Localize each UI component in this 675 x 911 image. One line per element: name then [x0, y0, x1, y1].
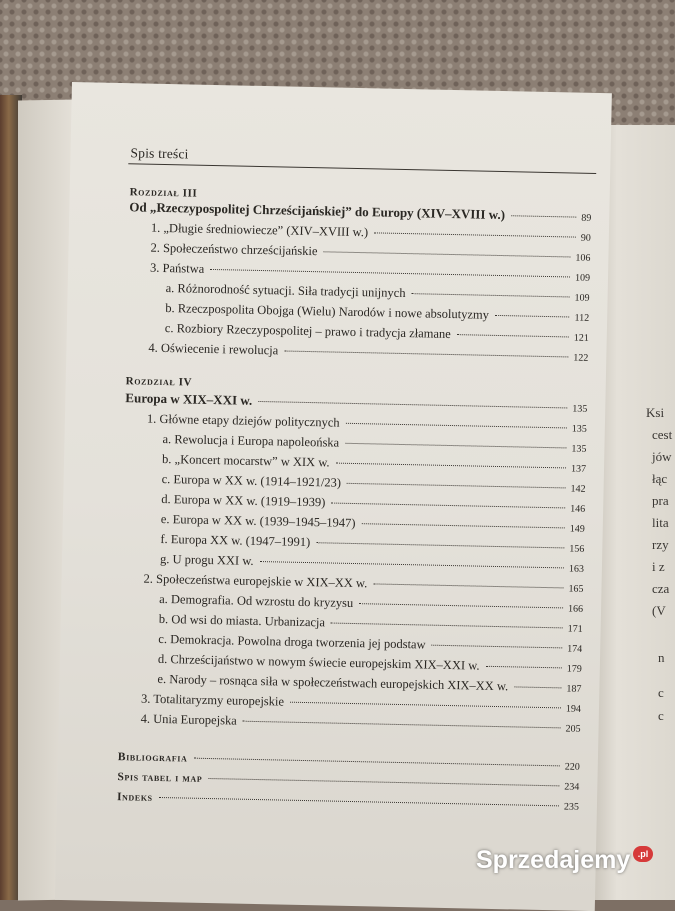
watermark-badge: .pl — [633, 846, 653, 862]
page-number: 112 — [574, 312, 590, 324]
page-number: 137 — [570, 463, 587, 475]
toc-entry — [165, 321, 589, 345]
toc-entry — [148, 341, 588, 365]
facing-page-fragment: jów — [652, 449, 672, 464]
leader-dots — [346, 422, 567, 429]
entry-label: 2. Społeczeństwa europejskie w XIX–XX w. — [143, 571, 368, 591]
leader-dots — [486, 665, 562, 669]
entry-label: c. Demokracja. Powolna droga tworzenia jej podstaw — [158, 631, 426, 652]
page-number: 149 — [569, 523, 585, 535]
facing-page-fragment: (V — [652, 603, 666, 618]
leader-dots — [260, 560, 564, 568]
leader-dots — [316, 541, 564, 548]
facing-page-fragment: cest — [652, 427, 673, 442]
leader-dots — [159, 796, 559, 806]
entry-label: 1. „Długie średniowiecze” (XIV–XVIII w.) — [150, 220, 369, 240]
entry-label: c. Europa w XX w. (1914–1921/23) — [161, 471, 342, 490]
leader-dots — [336, 462, 566, 469]
toc-page — [55, 82, 612, 911]
toc-entry — [118, 751, 580, 773]
facing-page-fragment: łąc — [652, 471, 668, 486]
page-number: 205 — [565, 723, 581, 735]
leader-dots — [331, 502, 565, 509]
toc-entry — [161, 512, 585, 536]
toc-entry — [159, 612, 583, 636]
toc-entry — [117, 791, 579, 813]
page-number: 187 — [566, 683, 582, 695]
facing-page-fragment: cza — [652, 581, 670, 596]
entry-label: 4. Unia Europejska — [140, 711, 237, 728]
page-number: 106 — [575, 252, 591, 264]
entry-label: a. Rewolucja i Europa napoleońska — [162, 431, 340, 450]
facing-page-fragment: c — [658, 685, 664, 700]
leader-dots — [258, 400, 567, 408]
page-number: 135 — [572, 403, 588, 415]
toc-entry — [162, 432, 586, 456]
leader-dots — [345, 442, 566, 449]
toc-entry — [158, 632, 582, 656]
page-number: 234 — [564, 781, 580, 793]
page-number: 89 — [581, 212, 592, 224]
facing-page-fragment: i z — [652, 559, 665, 574]
facing-page-fragment: rzy — [652, 537, 669, 552]
entry-label: d. Chrześcijaństwo w nowym świecie europejskim XIX–XXI w. — [157, 651, 480, 673]
toc-entry — [166, 281, 590, 305]
page-number: 171 — [567, 623, 583, 635]
leader-dots — [432, 644, 563, 649]
entry-label: a. Różnorodność sytuacji. Siła tradycji unijnych — [165, 281, 406, 301]
entry-label: 3. Państwa — [149, 260, 205, 276]
facing-page-fragment: Ksi — [646, 405, 665, 420]
chapter-title: Europa w XIX–XXI w. — [125, 390, 253, 408]
leader-dots — [243, 720, 561, 729]
page-number: 122 — [573, 352, 589, 364]
entry-label: d. Europa w XX w. (1919–1939) — [161, 491, 326, 510]
leader-dots — [323, 250, 570, 257]
entry-label: a. Demografia. Od wzrostu do kryzysu — [159, 591, 354, 611]
entry-label: 3. Totalitaryzmy europejskie — [140, 691, 285, 709]
facing-page-fragment: pra — [652, 493, 669, 508]
page-number: 135 — [571, 423, 587, 435]
leader-dots — [495, 314, 570, 318]
toc-entry — [160, 532, 584, 556]
leader-dots — [210, 268, 570, 278]
entry-label: e. Europa w XX w. (1939–1945–1947) — [160, 511, 356, 531]
leader-dots — [290, 701, 561, 709]
entry-label: Bibliografia — [117, 751, 188, 765]
toc-entry — [162, 472, 586, 496]
page-number: 179 — [566, 663, 582, 675]
entry-label: 2. Społeczeństwo chrześcijańskie — [150, 240, 318, 259]
page-number: 156 — [569, 543, 585, 555]
leader-dots — [373, 582, 563, 588]
page-number: 142 — [570, 483, 586, 495]
toc-entry — [157, 672, 581, 696]
toc-entry — [160, 552, 584, 576]
page-number: 109 — [574, 292, 590, 304]
leader-dots — [457, 333, 569, 337]
leader-dots — [208, 777, 559, 786]
header-rule — [128, 163, 596, 174]
entry-label: 4. Oświecenie i rewolucja — [148, 340, 279, 358]
leader-dots — [193, 757, 559, 767]
page-number: 166 — [567, 603, 584, 615]
page-number: 146 — [570, 503, 586, 515]
toc-entry — [161, 492, 585, 516]
page-number: 109 — [574, 272, 591, 284]
leader-dots — [514, 685, 561, 688]
chapter-label: Rozdział III — [129, 186, 198, 200]
entry-label: b. Od wsi do miasta. Urbanizacja — [158, 611, 326, 630]
leader-dots — [511, 214, 576, 217]
page-number: 235 — [563, 801, 580, 813]
facing-page-fragment: n — [658, 650, 665, 665]
toc-entry — [141, 712, 581, 736]
leader-dots — [284, 350, 568, 358]
leader-dots — [359, 602, 563, 608]
entry-label: c. Rozbiory Rzeczypospolitej – prawo i tradycja złamane — [164, 321, 451, 341]
page-number: 220 — [564, 761, 580, 773]
chapter-label: Rozdział IV — [125, 375, 193, 389]
watermark-logo: Sprzedajemy — [476, 846, 631, 874]
entry-label: Indeks — [116, 791, 153, 804]
entry-label: g. U progu XXI w. — [159, 551, 254, 568]
entry-label: 1. Główne etapy dziejów politycznych — [146, 411, 340, 430]
toc-entry — [117, 771, 579, 793]
page-number: 163 — [568, 563, 585, 575]
facing-page-fragment: lita — [652, 515, 669, 530]
running-head: Spis treści — [130, 145, 189, 162]
leader-dots — [374, 231, 576, 237]
page-number: 121 — [573, 332, 589, 344]
toc-entry — [165, 301, 589, 325]
page-number: 135 — [571, 443, 587, 455]
facing-page-fragment: c — [658, 708, 664, 723]
toc-entry — [162, 452, 586, 476]
entry-label: f. Europa XX w. (1947–1991) — [160, 531, 311, 550]
leader-dots — [331, 622, 563, 629]
page-number: 174 — [567, 643, 583, 655]
page-number: 165 — [568, 583, 584, 595]
toc-entry — [158, 652, 582, 676]
page-number: 90 — [580, 232, 591, 244]
chapter-title: Od „Rzeczypospolitej Chrześcijańskiej” do Europy (XIV–XVIII w.) — [129, 199, 506, 223]
page-number: 194 — [565, 703, 582, 715]
entry-label: Spis tabel i map — [117, 771, 203, 785]
entry-label: b. „Koncert mocarstw” w XIX w. — [161, 451, 330, 470]
toc-entry — [159, 592, 583, 616]
leader-dots — [361, 522, 564, 528]
leader-dots — [412, 292, 570, 297]
entry-label: e. Narody – rosnąca siła w społeczeństwach europejskich XIX–XX w. — [157, 671, 509, 694]
entry-label: b. Rzeczpospolita Obojga (Wielu) Narodów i nowe absolutyzmy — [165, 301, 490, 322]
leader-dots — [347, 482, 566, 489]
